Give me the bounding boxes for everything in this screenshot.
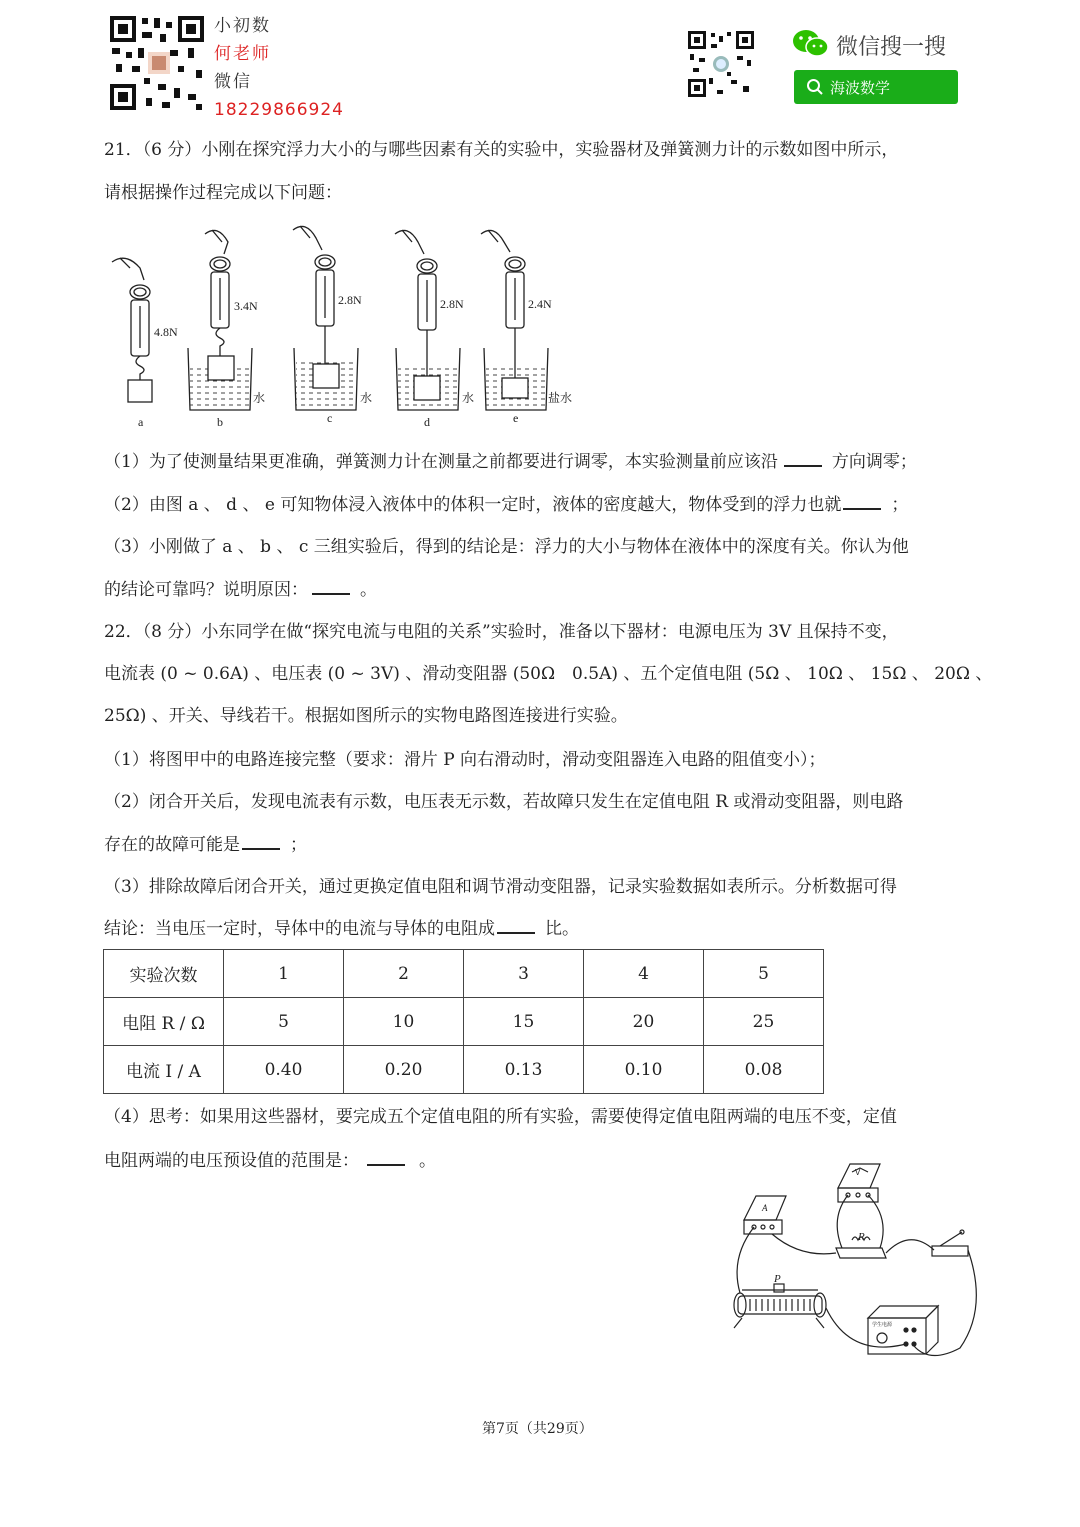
contact-phone: 18229866924 [214,100,344,120]
resistor-label: R [858,1231,865,1243]
voltmeter-icon [838,1164,880,1202]
table-cell: 0.13 [464,1046,584,1094]
wire [914,1250,976,1356]
liquid-d: 水 [462,391,475,405]
answer-blank[interactable] [242,834,280,850]
wire [826,1308,906,1347]
table-cell: 3 [464,950,584,998]
q22-part4b-end: 。 [419,1151,436,1171]
q22-part1: （1）将图甲中的电路连接完整（要求：滑片 P 向右滑动时，滑动变阻器连入电路的阻值变小）； [104,750,826,770]
data-table [103,949,824,1094]
search-icon [806,78,824,96]
table-cell: 1 [224,950,344,998]
buoyancy-figure [100,222,600,432]
label-e: e [513,411,519,425]
answer-blank[interactable] [497,918,535,934]
resistor-icon [836,1231,886,1258]
table-cell: 25 [704,998,824,1046]
q22-part3b-text: 结论：当电压一定时，导体中的电流与导体的电阻成 [104,919,495,939]
q22-part2b [104,834,307,856]
balance-d [395,230,460,410]
answer-blank[interactable] [784,451,822,467]
q22-line2: 电流表 (0 ~ 0.6A) 、电压表 (0 ~ 3V) 、滑动变阻器 (50Ω 0.5A) 、五个定值电阻 (5Ω 、 10Ω 、 15Ω 、 20Ω 、 [104,664,993,684]
teacher-contact [214,12,344,124]
q21-part1-end: 方向调零； [831,452,917,472]
q22-line3: 25Ω) 、开关、导线若干。根据如图所示的实物电路图连接进行实验。 [104,706,628,726]
q22-part3b [104,918,579,940]
liquid-e: 盐水 [548,391,573,405]
q21-part2-end: ； [891,495,909,515]
balance-b [188,230,252,410]
contact-line-1: 小初数 [214,16,271,36]
table-cell: 20 [584,998,704,1046]
power-supply-label: 学生电源 [872,1322,893,1328]
q21-part3b-text: 的结论可靠吗？说明原因： [104,580,308,600]
reading-b: 3.4N [234,299,258,313]
q22-part2b-text: 存在的故障可能是 [104,835,240,855]
wechat-search-button[interactable] [794,70,958,104]
wechat-search-title: 微信搜一搜 [836,35,947,60]
q21-part3b-end: 。 [360,580,377,600]
switch-icon [932,1230,968,1256]
q22-part4a: （4）思考：如果用这些器材，要完成五个定值电阻的所有实验，需要使得定值电阻两端的电压不变，定值 [104,1107,897,1127]
q21-part3a: （3）小刚做了 a 、 b 、 c 三组实验后，得到的结论是：浮力的大小与物体在液体中的深度有关。你认为他 [104,537,909,557]
q22-line1: 22．（8 分）小东同学在做“探究电流与电阻的关系”实验时，准备以下器材：电源电压为 3V 且保持不变， [104,622,899,642]
contact-line-3: 微信 [214,72,252,92]
table-cell: 0.08 [704,1046,824,1094]
q22-part2a: （2）闭合开关后，发现电流表有示数，电压表无示数，若故障只发生在定值电阻 R 或滑动变阻器，则电路 [104,792,904,812]
q22-part3b-end: 比。 [545,919,579,939]
balance-e [481,230,548,410]
answer-blank[interactable] [367,1150,405,1166]
q21-part3b [104,579,377,601]
slider-label: P [774,1273,781,1285]
table-cell: 10 [344,998,464,1046]
label-c: c [327,411,333,425]
label-b: b [217,415,223,429]
contact-line-2: 何老师 [214,44,271,64]
table-cell: 0.20 [344,1046,464,1094]
q21-part2 [104,494,908,516]
q21-part1 [104,451,917,473]
table-cell: 0.40 [224,1046,344,1094]
table-row [104,1046,824,1094]
table-cell: 5 [224,998,344,1046]
table-row [104,998,824,1046]
reading-e: 2.4N [528,297,552,311]
q21-line2: 请根据操作过程完成以下问题： [104,183,342,203]
liquid-b: 水 [253,391,266,405]
wire [772,1234,836,1254]
table-cell: 0.10 [584,1046,704,1094]
table-cell: 4 [584,950,704,998]
answer-blank[interactable] [843,494,881,510]
wechat-icon [792,28,830,64]
q21-part2-text: （2）由图 a 、 d 、 e 可知物体浸入液体中的体积一定时，液体的密度越大，物体受到的浮力也就 [104,495,842,515]
q21-line1: 21．（6 分）小刚在探究浮力大小的与哪些因素有关的实验中，实验器材及弹簧测力计的示数如图中所示， [104,140,899,160]
balance-a [112,258,152,402]
q21-part1-text: （1）为了使测量结果更准确，弹簧测力计在测量之前都要进行调零，本实验测量前应该沿 [104,452,778,472]
q22-part3a: （3）排除故障后闭合开关，通过更换定值电阻和调节滑动变阻器，记录实验数据如表所示。分析数据可得 [104,877,897,897]
answer-blank[interactable] [312,579,350,595]
ammeter-label: A [762,1203,768,1213]
table-cell: 15 [464,998,584,1046]
q22-part4b [104,1150,436,1172]
reading-c: 2.8N [338,293,362,307]
table-row [104,950,824,998]
q22-part4b-text: 电阻两端的电压预设值的范围是： [104,1151,359,1171]
circuit-figure [730,1158,980,1368]
table-cell: 电流 I / A [104,1046,224,1094]
ammeter-icon [744,1196,786,1234]
right-qr-code [687,30,755,98]
wire [868,1195,883,1248]
balance-c [293,226,358,410]
wire [886,1240,934,1253]
wechat-search-query: 海波数学 [830,79,891,97]
table-cell: 2 [344,950,464,998]
label-a: a [138,415,144,429]
reading-a: 4.8N [154,325,178,339]
q22-part2b-end: ； [290,835,307,855]
reading-d: 2.8N [440,297,464,311]
wire [837,1195,848,1248]
table-cell: 电阻 R / Ω [104,998,224,1046]
liquid-c: 水 [360,391,373,405]
wechat-search-box [792,26,962,106]
table-cell: 5 [704,950,824,998]
page-number: 第7页（共29页） [482,1421,593,1437]
left-qr-code [108,14,206,112]
wire [737,1227,754,1293]
label-d: d [424,415,430,429]
table-cell: 实验次数 [104,950,224,998]
rheostat-icon [734,1273,826,1328]
voltmeter-label: V [855,1168,861,1177]
